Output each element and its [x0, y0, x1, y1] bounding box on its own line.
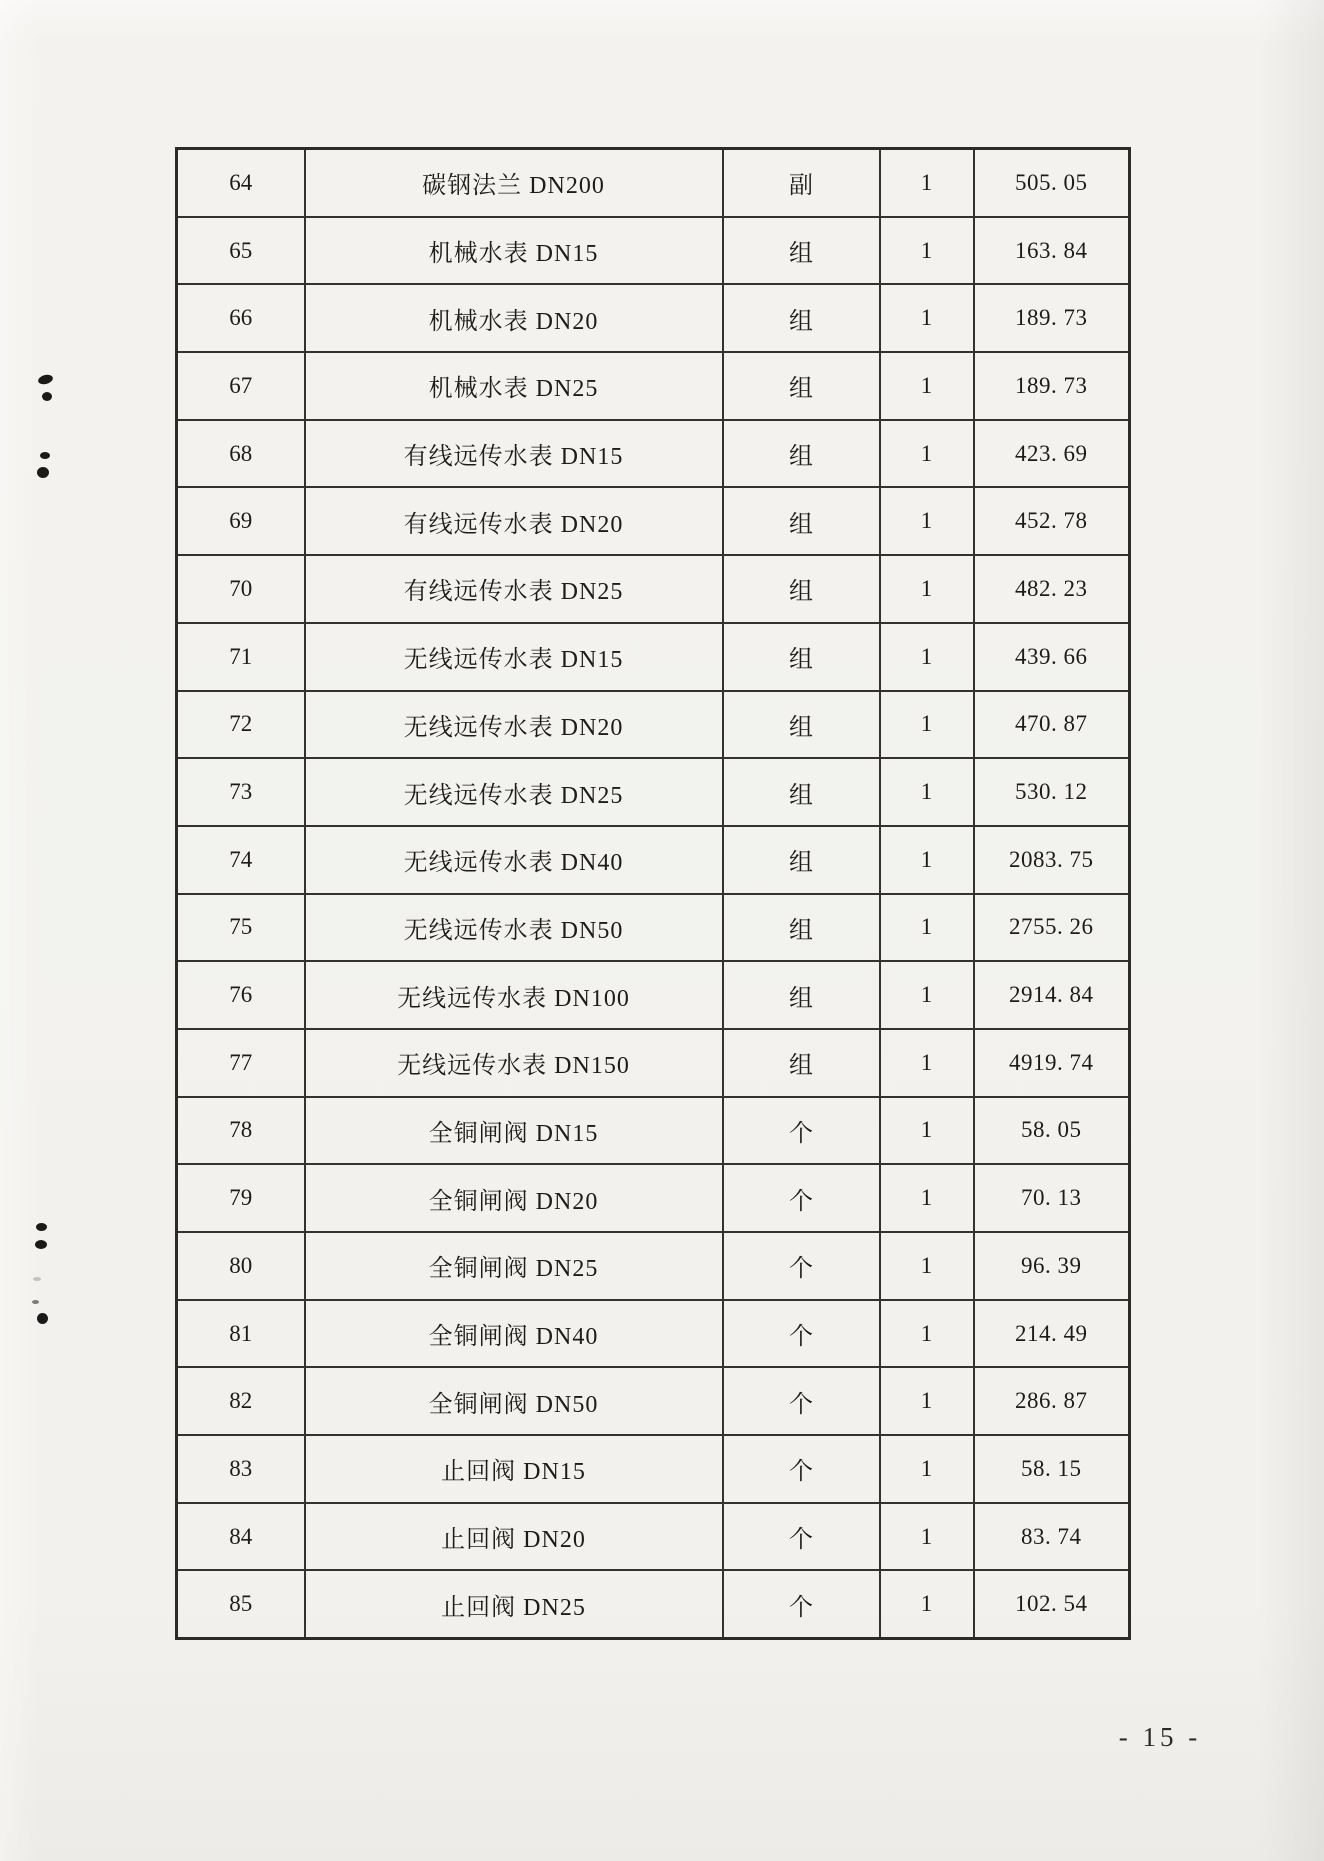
unit-cell: 个 — [723, 1232, 880, 1300]
price-cell: 4919. 74 — [974, 1029, 1130, 1097]
table-row — [177, 1029, 1130, 1097]
row-number-cell: 72 — [177, 691, 305, 759]
ink-mark — [37, 1313, 48, 1324]
unit-cell: 个 — [723, 1097, 880, 1165]
price-cell: 70. 13 — [974, 1164, 1130, 1232]
item-name-cell: 止回阀 DN25 — [305, 1570, 723, 1638]
item-name-cell: 无线远传水表 DN50 — [305, 894, 723, 962]
quantity-cell: 1 — [880, 487, 974, 555]
quantity-cell: 1 — [880, 352, 974, 420]
quantity-cell: 1 — [880, 1300, 974, 1368]
ink-mark — [37, 373, 54, 385]
row-number-cell: 81 — [177, 1300, 305, 1368]
table-row — [177, 149, 1130, 217]
table-row — [177, 1503, 1130, 1571]
row-number-cell: 74 — [177, 826, 305, 894]
item-name-cell: 碳钢法兰 DN200 — [305, 149, 723, 217]
price-cell: 452. 78 — [974, 487, 1130, 555]
quantity-cell: 1 — [880, 1367, 974, 1435]
item-name-cell: 机械水表 DN20 — [305, 284, 723, 352]
table-row — [177, 826, 1130, 894]
unit-cell: 组 — [723, 1029, 880, 1097]
price-cell: 439. 66 — [974, 623, 1130, 691]
row-number-cell: 83 — [177, 1435, 305, 1503]
ink-mark — [36, 1223, 47, 1231]
row-number-cell: 65 — [177, 217, 305, 285]
row-number-cell: 75 — [177, 894, 305, 962]
unit-cell: 个 — [723, 1435, 880, 1503]
quantity-cell: 1 — [880, 1164, 974, 1232]
ink-mark — [40, 452, 50, 459]
price-cell: 189. 73 — [974, 284, 1130, 352]
row-number-cell: 73 — [177, 758, 305, 826]
quantity-cell: 1 — [880, 1570, 974, 1638]
table-row — [177, 1570, 1130, 1638]
ink-mark — [42, 392, 52, 401]
price-cell: 286. 87 — [974, 1367, 1130, 1435]
unit-cell: 组 — [723, 420, 880, 488]
row-number-cell: 80 — [177, 1232, 305, 1300]
table-row — [177, 1232, 1130, 1300]
quantity-cell: 1 — [880, 1435, 974, 1503]
price-cell: 2914. 84 — [974, 961, 1130, 1029]
table-row — [177, 284, 1130, 352]
ink-mark — [37, 467, 49, 478]
item-name-cell: 全铜闸阀 DN15 — [305, 1097, 723, 1165]
unit-cell: 组 — [723, 758, 880, 826]
ink-mark — [32, 1300, 39, 1304]
item-name-cell: 机械水表 DN25 — [305, 352, 723, 420]
table-row — [177, 691, 1130, 759]
row-number-cell: 70 — [177, 555, 305, 623]
unit-cell: 组 — [723, 284, 880, 352]
price-cell: 189. 73 — [974, 352, 1130, 420]
table-row — [177, 420, 1130, 488]
table-row — [177, 1435, 1130, 1503]
quantity-cell: 1 — [880, 623, 974, 691]
unit-cell: 组 — [723, 961, 880, 1029]
unit-cell: 个 — [723, 1164, 880, 1232]
item-name-cell: 无线远传水表 DN40 — [305, 826, 723, 894]
quantity-cell: 1 — [880, 1503, 974, 1571]
item-name-cell: 无线远传水表 DN20 — [305, 691, 723, 759]
unit-cell: 个 — [723, 1367, 880, 1435]
price-cell: 83. 74 — [974, 1503, 1130, 1571]
table-row — [177, 894, 1130, 962]
table-row — [177, 1164, 1130, 1232]
item-name-cell: 有线远传水表 DN15 — [305, 420, 723, 488]
table-row — [177, 623, 1130, 691]
price-cell: 58. 05 — [974, 1097, 1130, 1165]
price-cell: 96. 39 — [974, 1232, 1130, 1300]
row-number-cell: 79 — [177, 1164, 305, 1232]
row-number-cell: 84 — [177, 1503, 305, 1571]
table-row — [177, 555, 1130, 623]
row-number-cell: 69 — [177, 487, 305, 555]
price-cell: 163. 84 — [974, 217, 1130, 285]
table-row — [177, 1367, 1130, 1435]
table-row — [177, 1097, 1130, 1165]
unit-cell: 组 — [723, 623, 880, 691]
price-cell: 505. 05 — [974, 149, 1130, 217]
quantity-cell: 1 — [880, 217, 974, 285]
item-name-cell: 无线远传水表 DN100 — [305, 961, 723, 1029]
quantity-cell: 1 — [880, 1029, 974, 1097]
item-name-cell: 有线远传水表 DN25 — [305, 555, 723, 623]
unit-cell: 个 — [723, 1503, 880, 1571]
table-row — [177, 487, 1130, 555]
row-number-cell: 78 — [177, 1097, 305, 1165]
materials-price-table-body — [177, 149, 1130, 1639]
price-cell: 214. 49 — [974, 1300, 1130, 1368]
quantity-cell: 1 — [880, 1232, 974, 1300]
ink-mark — [35, 1240, 47, 1249]
unit-cell: 组 — [723, 487, 880, 555]
page-number: - 15 - — [1118, 1722, 1202, 1752]
price-cell: 58. 15 — [974, 1435, 1130, 1503]
unit-cell: 组 — [723, 217, 880, 285]
quantity-cell: 1 — [880, 894, 974, 962]
quantity-cell: 1 — [880, 758, 974, 826]
item-name-cell: 全铜闸阀 DN25 — [305, 1232, 723, 1300]
unit-cell: 组 — [723, 352, 880, 420]
row-number-cell: 67 — [177, 352, 305, 420]
quantity-cell: 1 — [880, 555, 974, 623]
row-number-cell: 64 — [177, 149, 305, 217]
row-number-cell: 76 — [177, 961, 305, 1029]
price-cell: 2083. 75 — [974, 826, 1130, 894]
table-row — [177, 758, 1130, 826]
item-name-cell: 机械水表 DN15 — [305, 217, 723, 285]
item-name-cell: 无线远传水表 DN25 — [305, 758, 723, 826]
table-row — [177, 961, 1130, 1029]
unit-cell: 组 — [723, 826, 880, 894]
unit-cell: 副 — [723, 149, 880, 217]
unit-cell: 组 — [723, 555, 880, 623]
row-number-cell: 77 — [177, 1029, 305, 1097]
price-cell: 423. 69 — [974, 420, 1130, 488]
quantity-cell: 1 — [880, 826, 974, 894]
row-number-cell: 82 — [177, 1367, 305, 1435]
price-cell: 2755. 26 — [974, 894, 1130, 962]
price-cell: 102. 54 — [974, 1570, 1130, 1638]
item-name-cell: 全铜闸阀 DN40 — [305, 1300, 723, 1368]
row-number-cell: 66 — [177, 284, 305, 352]
unit-cell: 组 — [723, 691, 880, 759]
table-row — [177, 352, 1130, 420]
quantity-cell: 1 — [880, 149, 974, 217]
table-row — [177, 217, 1130, 285]
row-number-cell: 68 — [177, 420, 305, 488]
unit-cell: 个 — [723, 1570, 880, 1638]
price-cell: 482. 23 — [974, 555, 1130, 623]
unit-cell: 组 — [723, 894, 880, 962]
item-name-cell: 止回阀 DN15 — [305, 1435, 723, 1503]
item-name-cell: 无线远传水表 DN150 — [305, 1029, 723, 1097]
item-name-cell: 全铜闸阀 DN20 — [305, 1164, 723, 1232]
ink-mark — [33, 1277, 41, 1281]
item-name-cell: 无线远传水表 DN15 — [305, 623, 723, 691]
price-cell: 470. 87 — [974, 691, 1130, 759]
materials-price-table — [175, 147, 1131, 1640]
quantity-cell: 1 — [880, 961, 974, 1029]
quantity-cell: 1 — [880, 1097, 974, 1165]
row-number-cell: 71 — [177, 623, 305, 691]
quantity-cell: 1 — [880, 691, 974, 759]
price-cell: 530. 12 — [974, 758, 1130, 826]
item-name-cell: 全铜闸阀 DN50 — [305, 1367, 723, 1435]
item-name-cell: 有线远传水表 DN20 — [305, 487, 723, 555]
table-row — [177, 1300, 1130, 1368]
quantity-cell: 1 — [880, 284, 974, 352]
quantity-cell: 1 — [880, 420, 974, 488]
item-name-cell: 止回阀 DN20 — [305, 1503, 723, 1571]
unit-cell: 个 — [723, 1300, 880, 1368]
row-number-cell: 85 — [177, 1570, 305, 1638]
